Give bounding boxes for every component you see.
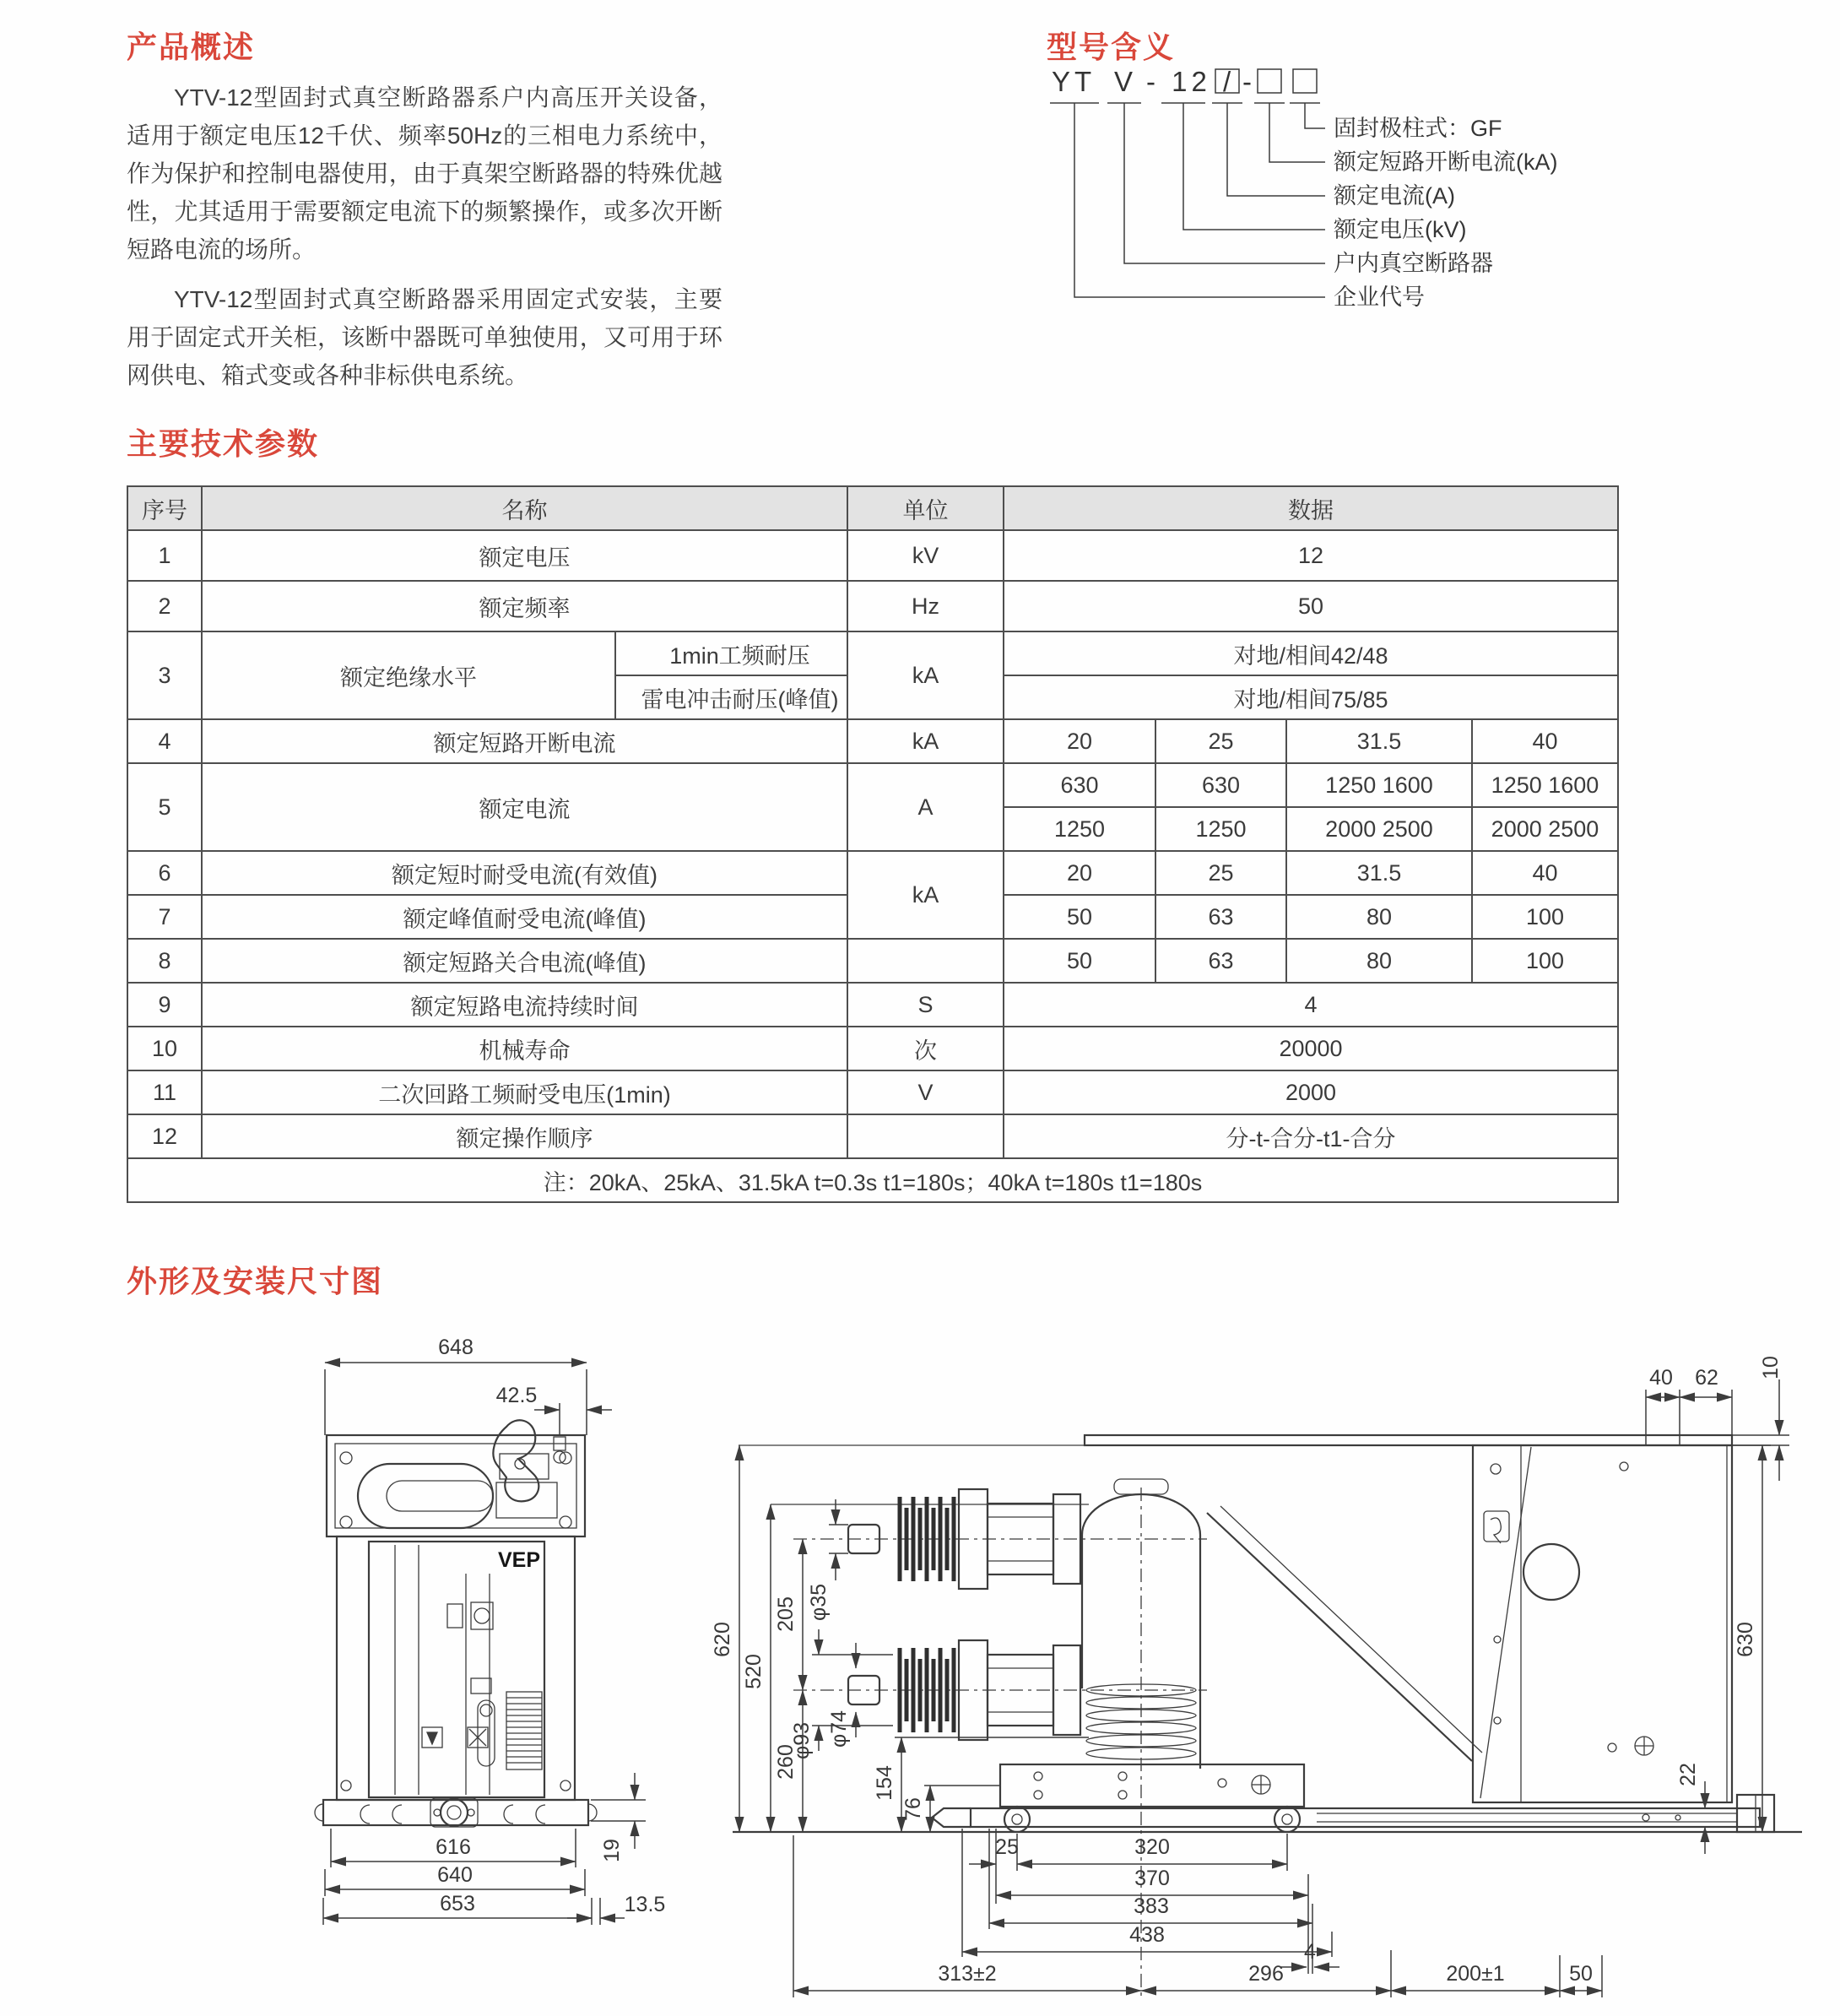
cell: 11 bbox=[127, 1070, 202, 1114]
dim-front-42-5: 42.5 bbox=[495, 1384, 538, 1407]
cell: 机械寿命 bbox=[202, 1027, 847, 1070]
cell: 100 bbox=[1472, 895, 1618, 939]
cell: 额定短路开断电流 bbox=[202, 719, 847, 763]
cell: 50 bbox=[1004, 939, 1155, 983]
col-header-name: 名称 bbox=[202, 486, 847, 530]
model-label-breaking: 额定短路开断电流(kA) bbox=[1334, 149, 1558, 175]
col-header-no: 序号 bbox=[127, 486, 202, 530]
front-top-frame bbox=[327, 1435, 585, 1536]
dim-side-phi93: φ93 bbox=[790, 1721, 814, 1760]
cell: 40 bbox=[1472, 851, 1618, 895]
overview-paragraph-2: YTV-12型固封式真空断路器采用固定式安装，主要用于固定式开关柜，该断中器既可单独使用，又可用于环网供电、箱式变或各种非标供电系统。 bbox=[127, 286, 722, 388]
dim-side-phi35: φ35 bbox=[807, 1583, 831, 1622]
code-box-3 bbox=[1293, 69, 1317, 93]
cell: 额定峰值耐受电流(峰值) bbox=[202, 895, 847, 939]
cell: 63 bbox=[1155, 939, 1286, 983]
cell: 额定绝缘水平 bbox=[202, 631, 615, 719]
cell: 50 bbox=[1004, 895, 1155, 939]
section-technical-parameters bbox=[127, 420, 1621, 1203]
cell: 630 bbox=[1155, 763, 1286, 807]
cell: Hz bbox=[847, 581, 1004, 631]
cell: 25 bbox=[1155, 851, 1286, 895]
col-header-unit: 单位 bbox=[847, 486, 1004, 530]
dim-front-648: 648 bbox=[438, 1336, 474, 1359]
model-labels bbox=[1334, 116, 1558, 310]
code-part-yt: YT bbox=[1052, 66, 1096, 97]
cell: 8 bbox=[127, 939, 202, 983]
dim-side-10: 10 bbox=[1759, 1356, 1783, 1379]
table-row-1 bbox=[127, 530, 1618, 581]
dim-front-19: 19 bbox=[600, 1839, 624, 1862]
dim-side-296: 296 bbox=[1248, 1962, 1284, 1986]
cell: 3 bbox=[127, 631, 202, 719]
drawings-title: 外形及安装尺寸图 bbox=[127, 1264, 384, 1298]
dim-side-438: 438 bbox=[1129, 1923, 1165, 1947]
cell: A bbox=[847, 763, 1004, 851]
cell: 2000 2500 bbox=[1472, 807, 1618, 851]
dim-front-640: 640 bbox=[437, 1863, 473, 1887]
model-code bbox=[1050, 66, 1320, 103]
busbar-loop bbox=[358, 1454, 557, 1528]
pull-rod bbox=[1207, 1513, 1472, 1761]
parameters-table bbox=[127, 485, 1619, 1203]
cell: 10 bbox=[127, 1027, 202, 1070]
table-row-12 bbox=[127, 1114, 1618, 1158]
header-row bbox=[127, 486, 1618, 530]
cell: 40 bbox=[1472, 719, 1618, 763]
params-title: 主要技术参数 bbox=[127, 426, 320, 461]
dim-side-620: 620 bbox=[711, 1622, 734, 1657]
dim-front-653: 653 bbox=[440, 1892, 475, 1916]
dim-side-25: 25 bbox=[995, 1835, 1019, 1859]
dim-side-520: 520 bbox=[742, 1654, 766, 1689]
cell: 1250 bbox=[1004, 807, 1155, 851]
table-row-4 bbox=[127, 719, 1618, 763]
code-part-12: - 12 / bbox=[1146, 66, 1236, 97]
base-rail bbox=[932, 1795, 1774, 1832]
table-row-5a bbox=[127, 763, 1618, 807]
front-view-drawing bbox=[315, 1336, 665, 1925]
cell: 额定电压 bbox=[202, 530, 847, 581]
table-row-10 bbox=[127, 1027, 1618, 1070]
cell: kA bbox=[847, 631, 1004, 719]
model-connector-lines bbox=[1074, 103, 1325, 297]
table-row-2 bbox=[127, 581, 1618, 631]
dim-side-phi74: φ74 bbox=[827, 1710, 851, 1748]
model-label-current: 额定电流(A) bbox=[1334, 183, 1455, 209]
cell: 2000 bbox=[1004, 1070, 1618, 1114]
cell bbox=[847, 1114, 1004, 1158]
dim-side-50: 50 bbox=[1569, 1962, 1593, 1986]
cell: 对地/相间75/85 bbox=[1004, 675, 1618, 719]
cell: 630 bbox=[1004, 763, 1155, 807]
cell: 12 bbox=[127, 1114, 202, 1158]
base-bracket bbox=[1000, 1764, 1304, 1807]
housing-opening bbox=[1523, 1544, 1579, 1600]
code-box-2 bbox=[1258, 69, 1281, 93]
screw-icons bbox=[340, 1452, 571, 1791]
mechanism-housing bbox=[1473, 1445, 1732, 1802]
cell: kA bbox=[847, 851, 1004, 939]
cell: 额定短路关合电流(峰值) bbox=[202, 939, 847, 983]
table-row-3a bbox=[127, 631, 1618, 675]
table-row-6 bbox=[127, 851, 1618, 895]
overview-title: 产品概述 bbox=[127, 30, 256, 64]
cell: 31.5 bbox=[1286, 851, 1472, 895]
cell: 1min工频耐压 bbox=[615, 631, 847, 675]
dim-side-154: 154 bbox=[873, 1765, 896, 1801]
side-view-drawing bbox=[711, 1356, 1802, 1997]
cell: 5 bbox=[127, 763, 202, 851]
cell: 额定操作顺序 bbox=[202, 1114, 847, 1158]
cell: 25 bbox=[1155, 719, 1286, 763]
cell: 雷电冲击耐压(峰值) bbox=[615, 675, 847, 719]
dim-side-313: 313±2 bbox=[938, 1962, 997, 1986]
table-note: 注：20kA、25kA、31.5kA t=0.3s t1=180s；40kA t=180s t1=180s bbox=[127, 1158, 1618, 1202]
dim-front-616: 616 bbox=[436, 1835, 471, 1859]
cell: 2000 2500 bbox=[1286, 807, 1472, 851]
cell bbox=[847, 939, 1004, 983]
cell: V bbox=[847, 1070, 1004, 1114]
cell: 1250 1600 bbox=[1472, 763, 1618, 807]
model-label-pole: 固封极柱式：GF bbox=[1334, 116, 1502, 141]
cell: 31.5 bbox=[1286, 719, 1472, 763]
col-header-data: 数据 bbox=[1004, 486, 1618, 530]
dimension-drawings bbox=[0, 1317, 1840, 2016]
cell: 9 bbox=[127, 983, 202, 1027]
brand-label: VEP bbox=[497, 1548, 540, 1572]
cell: 额定短路电流持续时间 bbox=[202, 983, 847, 1027]
cell: 20 bbox=[1004, 851, 1155, 895]
overview-paragraph-1: YTV-12型固封式真空断路器系户内高压开关设备，适用于额定电压12千伏、频率50Hz的三相电力系统中，作为保护和控制电器使用，由于真架空断路器的特殊优越性，尤其适用于需要额定电流下的频繁操作，或多次开断短路电流的场所。 bbox=[127, 84, 722, 263]
dim-side-205: 205 bbox=[774, 1596, 798, 1632]
cell: kA bbox=[847, 719, 1004, 763]
dim-side-76: 76 bbox=[901, 1797, 925, 1821]
table-row-8 bbox=[127, 939, 1618, 983]
dim-side-62: 62 bbox=[1695, 1366, 1718, 1390]
cell: 额定频率 bbox=[202, 581, 847, 631]
cell: kV bbox=[847, 530, 1004, 581]
cell: 对地/相间42/48 bbox=[1004, 631, 1618, 675]
cell: 50 bbox=[1004, 581, 1618, 631]
dim-side-320: 320 bbox=[1134, 1835, 1170, 1859]
table-row-9 bbox=[127, 983, 1618, 1027]
model-title: 型号含义 bbox=[1047, 30, 1176, 64]
model-label-voltage: 额定电压(kV) bbox=[1334, 217, 1467, 242]
dim-side-630: 630 bbox=[1734, 1622, 1757, 1657]
cell: 7 bbox=[127, 895, 202, 939]
model-label-company: 企业代号 bbox=[1334, 285, 1425, 310]
top-plate bbox=[1085, 1435, 1732, 1445]
cell: 次 bbox=[847, 1027, 1004, 1070]
vent-grille bbox=[506, 1692, 542, 1769]
front-panel-details bbox=[395, 1545, 495, 1795]
housing-details bbox=[1484, 1462, 1653, 1755]
front-body bbox=[337, 1536, 575, 1800]
cell: 12 bbox=[1004, 530, 1618, 581]
cell: 20 bbox=[1004, 719, 1155, 763]
cell: 1250 1600 bbox=[1286, 763, 1472, 807]
cell: 分-t-合分-t1-合分 bbox=[1004, 1114, 1618, 1158]
cell: 二次回路工频耐受电压(1min) bbox=[202, 1070, 847, 1114]
cell: 100 bbox=[1472, 939, 1618, 983]
dim-side-383: 383 bbox=[1134, 1894, 1169, 1918]
front-top-frame-inner bbox=[335, 1444, 576, 1528]
front-dimensions bbox=[323, 1336, 665, 1925]
cell: 63 bbox=[1155, 895, 1286, 939]
cell: 4 bbox=[127, 719, 202, 763]
model-label-indoor: 户内真空断路器 bbox=[1334, 251, 1493, 276]
cell: 1 bbox=[127, 530, 202, 581]
cell: S bbox=[847, 983, 1004, 1027]
cell: 2 bbox=[127, 581, 202, 631]
cell: 额定电流 bbox=[202, 763, 847, 851]
cell: 80 bbox=[1286, 939, 1472, 983]
dim-side-22: 22 bbox=[1676, 1763, 1700, 1786]
cell: 80 bbox=[1286, 895, 1472, 939]
code-dash: - bbox=[1242, 66, 1256, 97]
table-note-row bbox=[127, 1158, 1618, 1202]
dim-side-200: 200±1 bbox=[1446, 1962, 1505, 1986]
dim-side-40: 40 bbox=[1649, 1366, 1673, 1390]
rail-details bbox=[315, 1798, 597, 1827]
model-designation-diagram bbox=[1047, 54, 1840, 324]
dim-side-4: 4 bbox=[1304, 1940, 1316, 1964]
cell: 1250 bbox=[1155, 807, 1286, 851]
cell: 20000 bbox=[1004, 1027, 1618, 1070]
table-row-11 bbox=[127, 1070, 1618, 1114]
cell: 4 bbox=[1004, 983, 1618, 1027]
dim-front-13-5: 13.5 bbox=[624, 1893, 666, 1916]
dim-side-260: 260 bbox=[774, 1744, 798, 1780]
cell: 额定短时耐受电流(有效值) bbox=[202, 851, 847, 895]
section-product-overview bbox=[127, 24, 722, 394]
dim-side-370: 370 bbox=[1134, 1867, 1170, 1890]
code-part-v: V bbox=[1114, 66, 1138, 97]
cell: 6 bbox=[127, 851, 202, 895]
